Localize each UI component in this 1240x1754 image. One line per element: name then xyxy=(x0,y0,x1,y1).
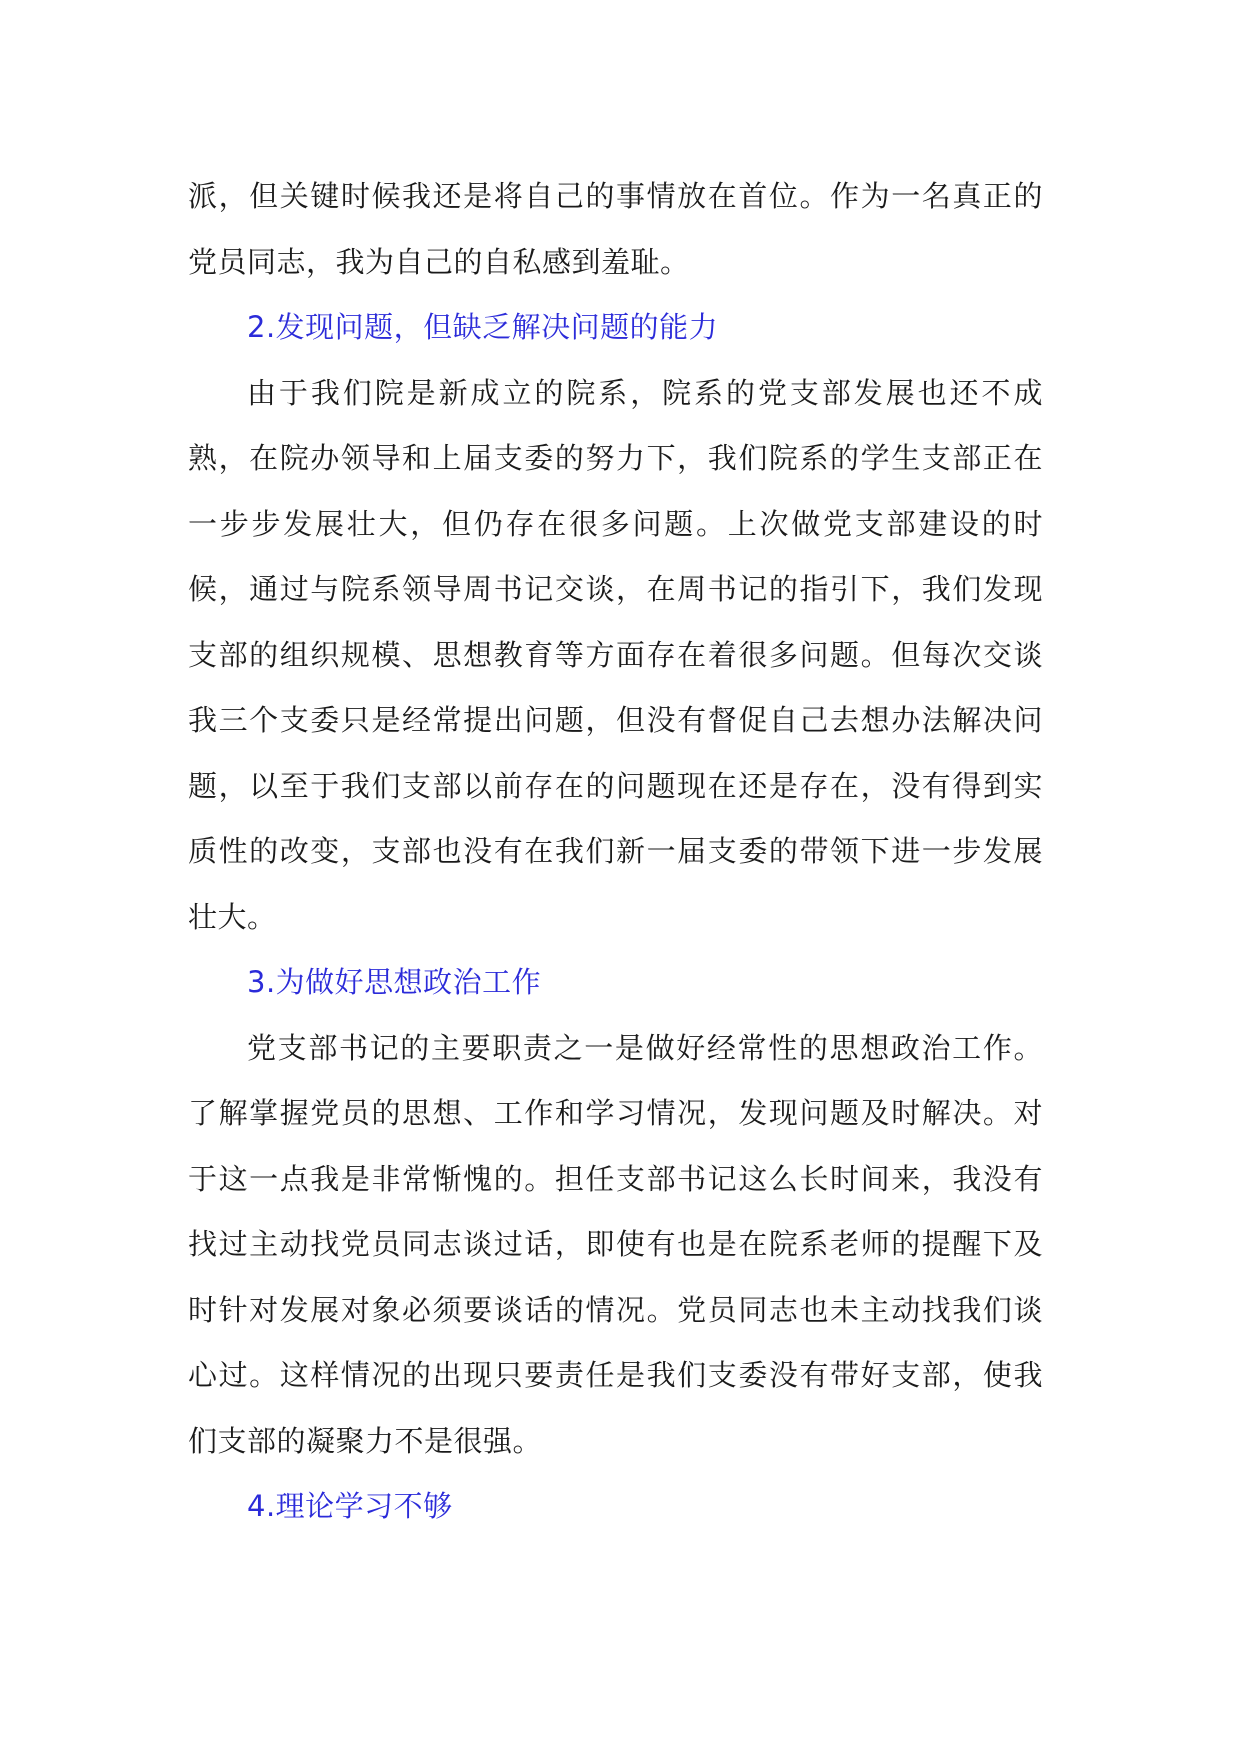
paragraph-section-2: 由于我们院是新成立的院系，院系的党支部发展也还不成熟，在院办领导和上届支委的努力下，我们院系的学生支部正在一步步发展壮大，但仍存在很多问题。上次做党支部建设的时候，通过与院系领导周书记交谈，在周书记的指引下，我们发现支部的组织规模、思想教育等方面存在着很多问题。但每次交谈我三个支委只是经常提出问题，但没有督促自己去想办法解决问题，以至于我们支部以前存在的问题现在还是存在，没有得到实质性的改变，支部也没有在我们新一届支委的带领下进一步发展壮大。 xyxy=(188,375,1043,934)
paragraph-continuation: 派，但关键时候我还是将自己的事情放在首位。作为一名真正的党员同志，我为自己的自私感到羞耻。 xyxy=(188,179,1043,279)
section-heading-4: 4.理论学习不够 xyxy=(247,1489,453,1523)
paragraph-section-3: 党支部书记的主要职责之一是做好经常性的思想政治工作。了解掌握党员的思想、工作和学习情况，发现问题及时解决。对于这一点我是非常惭愧的。担任支部书记这么长时间来，我没有找过主动找党员同志谈过话，即使有也是在院系老师的提醒下及时针对发展对象必须要谈话的情况。党员同志也未主动找我们谈心过。这样情况的出现只要责任是我们支委没有带好支部，使我们支部的凝聚力不是很强。 xyxy=(188,1030,1043,1458)
section-heading-2: 2.发现问题，但缺乏解决问题的能力 xyxy=(247,310,719,344)
section-heading-3: 3.为做好思想政治工作 xyxy=(247,965,542,999)
document-page xyxy=(188,164,1043,1540)
